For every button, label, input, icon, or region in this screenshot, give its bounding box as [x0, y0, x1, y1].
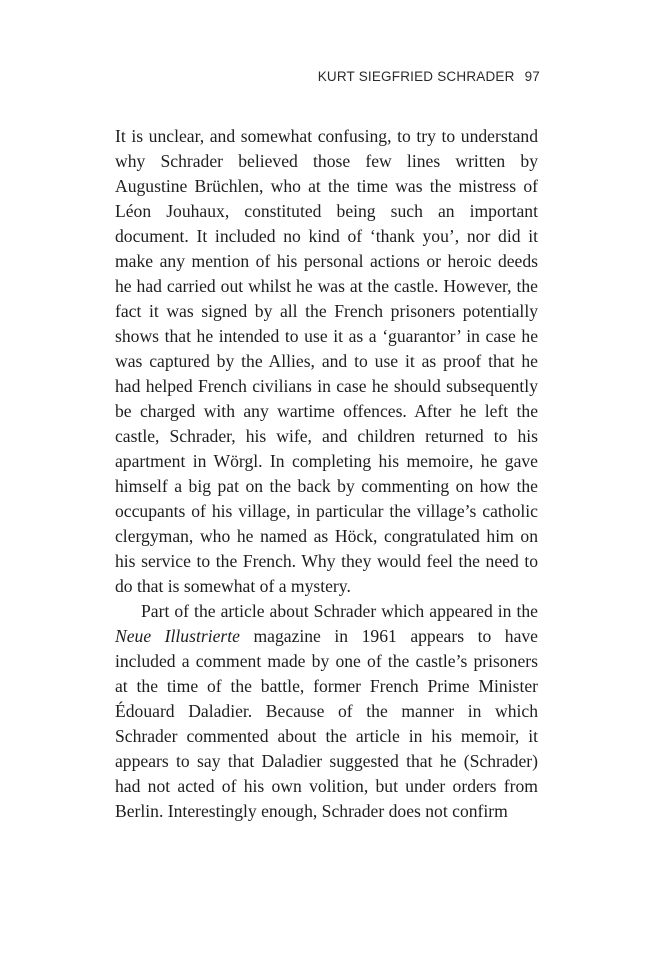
body-text — [115, 124, 538, 824]
paragraph-2 — [115, 599, 538, 824]
running-title: KURT SIEGFRIED SCHRADER — [317, 69, 515, 84]
magazine-title: Neue Illustrierte — [115, 626, 240, 646]
paragraph-2-text-before: Part of the article about Schrader which appeared in the — [141, 601, 538, 621]
running-header — [318, 69, 540, 84]
paragraph-2-text-after: magazine in 1961 appears to have included a comment made by one of the castle’s prisoners at the time of the battle, former French Prime Minister Édouard Daladier. Because of the manner in which Schrader commented about the article in his memoir, it appears to say that Daladier suggested that he (Schrader) had not acted of his own volition, but under orders from Berlin. Interestingly enough, Schrader does not confirm — [115, 626, 538, 821]
page-number: 97 — [524, 69, 540, 84]
paragraph-1: It is unclear, and somewhat confusing, to try to understand why Schrader believed those few lines written by Augustine Brüchlen, who at the time was the mistress of Léon Jouhaux, constituted being such an important document. It included no kind of ‘thank you’, nor did it make any mention of his personal actions or heroic deeds he had carried out whilst he was at the castle. However, the fact it was signed by all the French prisoners potentially shows that he intended to use it as a ‘guarantor’ in case he was captured by the Allies, and to use it as proof that he had helped French civilians in case he should subsequently be charged with any wartime offences. After he left the castle, Schrader, his wife, and children returned to his apartment in Wörgl. In completing his memoire, he gave himself a big pat on the back by commenting on how the occupants of his village, in particular the village’s catholic clergyman, who he named as Höck, congratulated him on his service to the French. Why they would feel the need to do that is somewhat of a mystery. — [115, 126, 538, 596]
